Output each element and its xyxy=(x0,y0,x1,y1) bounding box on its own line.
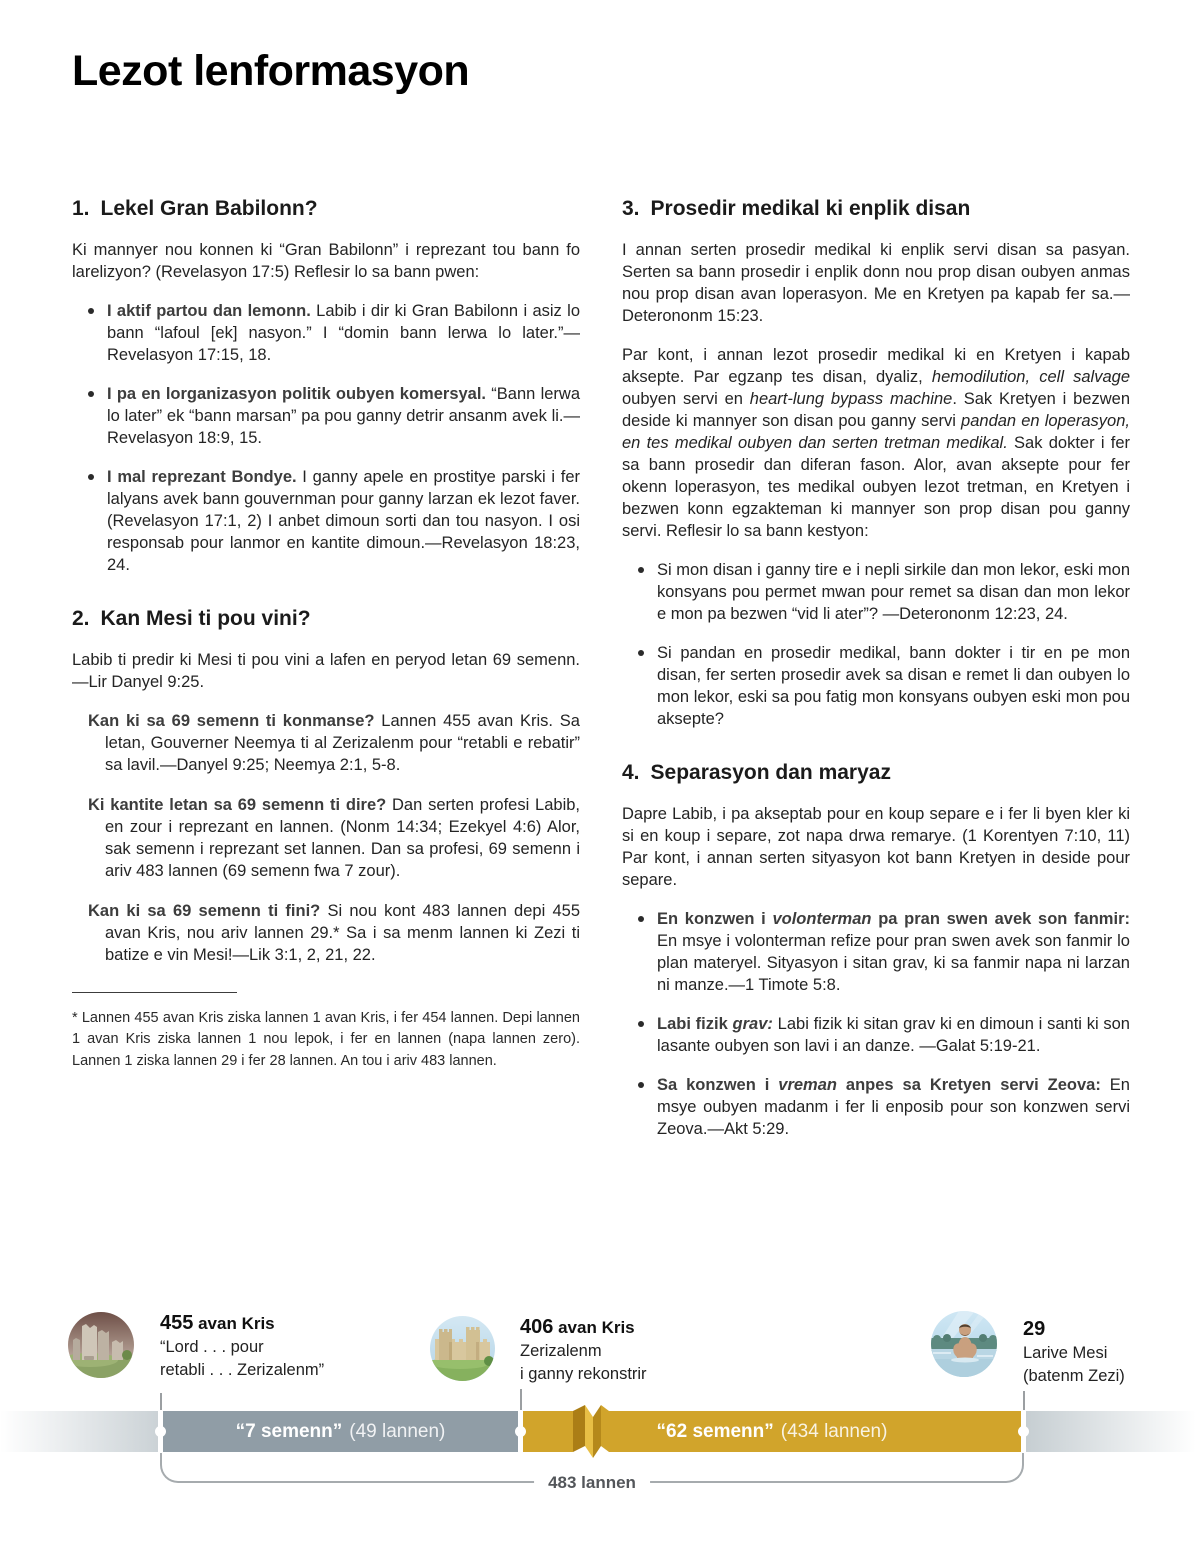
sub-text: Si nou kont 483 lannen depi 455 avan Kris, nou ariv lannen 29.* Sa i sa menm lannen ki Zezi ti batize e vin Mesi!—Lik 3:1, 2, 21, 22. xyxy=(105,902,581,964)
bullet-text: “Bann lerwa lo later” ek “bann marsan” pa pou ganny detrir ansanm avek li.—Revelasyon 18:9, 15. xyxy=(107,385,580,447)
ruins-icon xyxy=(68,1312,134,1378)
event-line: “Lord . . . pour xyxy=(160,1338,264,1356)
list-item xyxy=(622,1074,1130,1140)
section-4-intro: Dapre Labib, i pa akseptab pour en koup separe e i fer li byen kler ki si en koup i separe, zot napa drwa remarye. (1 Korentyen 7:10, 11) Par kont, i annan serten sityasyon kot bann Kretyen in deside pour separe. xyxy=(622,805,1130,889)
bullet-dot xyxy=(638,650,644,656)
bar-label-bold: “62 semenn” xyxy=(656,1420,774,1442)
section-3-number: 3. xyxy=(622,197,640,220)
footnote-text: * Lannen 455 avan Kris ziska lannen 1 avan Kris, i fer 454 lannen. Depi lannen 1 avan Kris ziska lannen 1 nou lepok, i fer en lannen (napa lannen zero). Lannen 1 ziska lannen 29 i fer 28 lannen. An tou i ariv 483 lannen. xyxy=(72,1009,580,1069)
section-4-number: 4. xyxy=(622,761,640,784)
section-1-bullets xyxy=(72,300,580,576)
sub-paragraph xyxy=(72,710,580,776)
bullet-lead: I aktif partou dan lemonn. xyxy=(107,302,311,320)
section-2-heading xyxy=(72,606,580,632)
timeline-fade-right xyxy=(1026,1411,1196,1452)
right-column xyxy=(622,196,1130,1170)
section-3-paragraph-1: I annan serten prosedir medikal ki enplik servi disan sa pasyan. Serten sa bann prosedir i enplik donn nou prop disan oubyen anmas nou prop disan avan loperasyon. Me en Kretyen pa kapab fer sa.—Deterononm 15:23. xyxy=(622,241,1130,325)
section-2-title: Kan Mesi ti pou vini? xyxy=(100,607,311,630)
section-3-title: Prosedir medikal ki enplik disan xyxy=(650,197,971,220)
timeline-event-406 xyxy=(520,1315,647,1386)
text-segment: . Sak Kretyen i bezwen deside ki mannyer son disan pou ganny servi xyxy=(622,390,1131,430)
event-line: Larive Mesi xyxy=(1023,1344,1108,1362)
bullet-text: Si mon disan i ganny tire e i nepli sirkile dan mon lekor, eski mon konsyans pou permet mwan pour remet sa disan dan mon lekor e mon pa bezwen “vid li ater”? —Deterononm 12:23, 24. xyxy=(657,561,1130,623)
event-line: Zerizalenm xyxy=(520,1342,602,1360)
list-item xyxy=(622,559,1130,625)
bullet-text: Labi fizik ki sitan grav ki en dimoun i santi ki son lasante oubyen son lavi i an danze. —Galat 5:19-21. xyxy=(657,1015,1130,1055)
bullet-lead-italic: vreman xyxy=(778,1076,837,1094)
bullet-dot xyxy=(638,567,644,573)
bullet-dot xyxy=(88,308,94,314)
baptism-icon xyxy=(931,1311,997,1377)
bullet-text: En msye oubyen madanm i fer li enposib pour son konzwen servi Zeova.—Akt 5:29. xyxy=(657,1076,1130,1138)
left-column xyxy=(72,196,580,1170)
timeline-marker-dot xyxy=(155,1426,166,1437)
section-1-intro: Ki mannyer nou konnen ki “Gran Babilonn” i reprezant tou bann fo larelizyon? (Revelasyon 17:5) Reflesir lo sa bann pwen: xyxy=(72,241,580,281)
bullet-lead: I pa en lorganizasyon politik oubyen komersyal. xyxy=(107,385,487,403)
walled-city-icon xyxy=(430,1316,495,1381)
timeline-tick xyxy=(520,1389,522,1410)
event-year-suffix: avan Kris xyxy=(193,1314,275,1333)
italic-segment: hemodilution, cell salvage xyxy=(931,368,1131,386)
bullet-lead: Labi fizik xyxy=(657,1015,733,1033)
section-1-heading xyxy=(72,196,580,222)
event-line: (batenm Zezi) xyxy=(1023,1367,1125,1385)
bullet-text: Si pandan en prosedir medikal, bann dokter i tir en pe mon disan, fer serten prosedir avek sa disan e remet li dan oubyen lo mon lekor, eski sa pou fatig mon konsyans oubyen eski mon pou aksepte? xyxy=(657,644,1130,728)
event-year-number: 406 xyxy=(520,1316,554,1338)
bar-label-bold: “7 semenn” xyxy=(235,1420,343,1442)
sub-text: Lannen 455 avan Kris. Sa letan, Gouverner Neemya ti al Zerizalenm pour “retabli e rebatir” sa lavil.—Danyel 9:25; Neemya 2:1, 5-8. xyxy=(105,712,580,774)
section-1-number: 1. xyxy=(72,197,90,220)
bullet-text: Labib i dir ki Gran Babilonn i asiz lo bann “lafoul [ek] nasyon.” I “domin bann lerwa lo later.”—Revelasyon 17:15, 18. xyxy=(107,302,580,364)
bar-label-rest: (49 lannen) xyxy=(349,1420,446,1442)
bullet-dot xyxy=(88,391,94,397)
event-year xyxy=(520,1315,647,1340)
two-column-layout xyxy=(72,196,1130,1170)
timeline-tick xyxy=(160,1393,162,1410)
bullet-dot xyxy=(638,1021,644,1027)
section-separasyon-maryaz xyxy=(622,760,1130,1140)
bullet-lead: I mal reprezant Bondye. xyxy=(107,468,297,486)
list-item xyxy=(72,383,580,449)
event-line: i ganny rekonstrir xyxy=(520,1365,647,1383)
section-prosedir-medikal xyxy=(622,196,1130,730)
section-4-bullets xyxy=(622,908,1130,1140)
text-segment: Sak dokter i fer sa bann prosedir dan diferan fason. Alor, avan aksepte pour fer okenn loperasyon, tes medikal oubyen lezot tretman, en Kretyen i bezwen konn egzakteman ki mannyer son prop disan pou ganny servi. Reflesir lo sa bann kestyon: xyxy=(622,434,1130,540)
text-segment: Par kont, i annan lezot prosedir medikal ki en Kretyen i kapab aksepte. Par egzanp tes disan, dyaliz, xyxy=(622,346,1130,386)
bullet-dot xyxy=(638,1082,644,1088)
sub-paragraph xyxy=(72,794,580,882)
bullet-lead: En konzwen i xyxy=(657,910,773,928)
section-3-paragraph-2 xyxy=(622,344,1130,542)
section-1-title: Lekel Gran Babilonn? xyxy=(100,197,318,220)
bullet-lead: Sa konzwen i xyxy=(657,1076,779,1094)
bar-label-rest: (434 lannen) xyxy=(780,1420,888,1442)
list-item xyxy=(72,466,580,576)
bullet-lead-italic: grav: xyxy=(732,1015,773,1033)
sub-lead: Kan ki sa 69 semenn ti konmanse? xyxy=(88,712,375,730)
bullet-dot xyxy=(638,916,644,922)
total-label: 483 lannen xyxy=(534,1473,650,1493)
bullet-dot xyxy=(88,474,94,480)
section-2-number: 2. xyxy=(72,607,90,630)
timeline-event-455 xyxy=(160,1311,324,1382)
sub-text: Dan serten profesi Labib, en zour i reprezant en lannen. (Nonm 14:34; Ezekyel 4:6) Alor, sak semenn i reprezant set lannen. Dan sa profesi, 69 semenn i ariv 483 lannen (69 semenn fwa 7 zour). xyxy=(105,796,580,880)
timeline-marker-dot xyxy=(1018,1426,1029,1437)
section-gran-babilonn xyxy=(72,196,580,576)
sub-lead: Ki kantite letan sa 69 semenn ti dire? xyxy=(88,796,387,814)
event-line: retabli . . . Zerizalenm” xyxy=(160,1361,325,1379)
timeline-fade-left xyxy=(0,1411,158,1452)
timeline-tick xyxy=(1023,1391,1025,1410)
event-year-suffix: avan Kris xyxy=(553,1318,635,1337)
bullet-text: I ganny apele en prostitye parski i fer lalyans avek bann gouvernman pour ganny larzan ek lezot faver. (Revelasyon 17:1, 2) I anbet dimoun sorti dan tou nasyon. I osi responsab pour lanmor en kantite dimoun.—Revelasyon 18:23, 24. xyxy=(107,468,580,574)
section-mesi-vini xyxy=(72,606,580,1072)
bullet-lead-italic: volonterman xyxy=(772,910,872,928)
bullet-lead: pa pran swen avek son fanmir: xyxy=(871,910,1130,928)
sub-paragraph xyxy=(72,900,580,966)
footnote-rule xyxy=(72,992,237,993)
bullet-text: En msye i volonterman refize pour pran swen avek son fanmir lo plan materyel. Sityasyon i sitan grav, ki sa fanmir napa ni larzan ni manze.—1 Timote 5:8. xyxy=(657,932,1130,994)
section-4-title: Separasyon dan maryaz xyxy=(650,761,891,784)
event-year-number: 29 xyxy=(1023,1318,1046,1340)
event-year-number: 455 xyxy=(160,1312,194,1334)
page-title: Lezot lenformasyon xyxy=(72,47,470,95)
bullet-lead: anpes sa Kretyen servi Zeova: xyxy=(836,1076,1101,1094)
list-item xyxy=(622,1013,1130,1057)
timeline-chart xyxy=(0,1303,1200,1543)
list-item xyxy=(622,642,1130,730)
section-3-bullets xyxy=(622,559,1130,730)
bar-7-semenn xyxy=(163,1411,518,1452)
list-item xyxy=(622,908,1130,996)
list-item xyxy=(72,300,580,366)
section-2-intro: Labib ti predir ki Mesi ti pou vini a lafen en peryod letan 69 semenn.—Lir Danyel 9:25. xyxy=(72,651,580,691)
italic-segment: heart-lung bypass machine xyxy=(749,390,953,408)
section-4-heading xyxy=(622,760,1130,786)
event-year xyxy=(1023,1317,1125,1342)
text-segment: oubyen servi en xyxy=(622,390,750,408)
sub-lead: Kan ki sa 69 semenn ti fini? xyxy=(88,902,321,920)
section-3-heading xyxy=(622,196,1130,222)
timeline-marker-dot xyxy=(515,1426,526,1437)
event-year xyxy=(160,1311,324,1336)
timeline-event-29 xyxy=(1023,1317,1125,1388)
italic-segment: pandan en loperasyon, en tes medikal oubyen dan serten tretman medikal. xyxy=(622,412,1130,452)
ribbon-fold-break xyxy=(570,1403,612,1460)
